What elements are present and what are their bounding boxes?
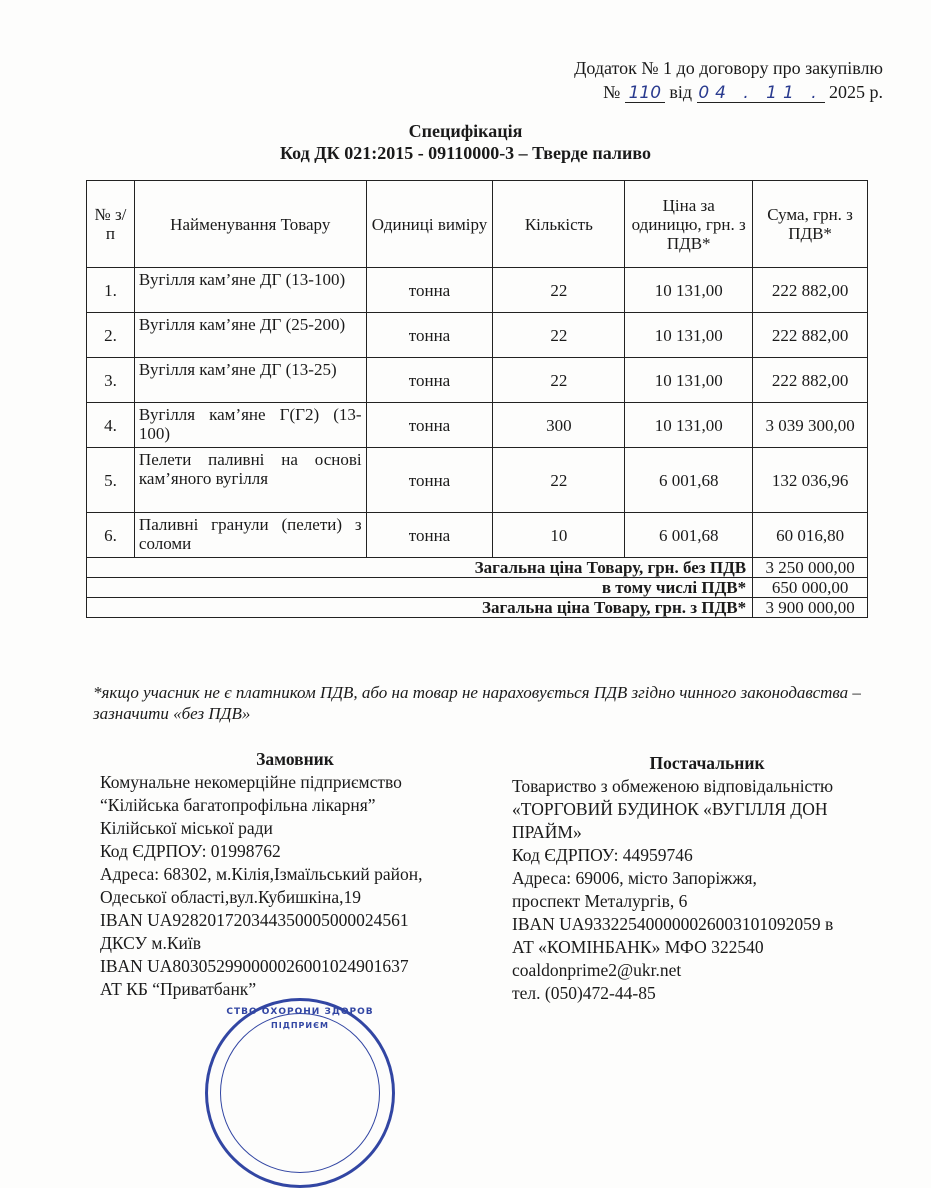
title-line-1: Специфікація (408, 121, 523, 141)
supplier-line: «ТОРГОВИЙ БУДИНОК «ВУГІЛЛЯ ДОН (512, 799, 828, 819)
row-quantity: 10 (493, 513, 625, 558)
row-sum: 132 036,96 (753, 448, 868, 513)
row-unit: тонна (366, 448, 493, 513)
row-quantity: 22 (493, 313, 625, 358)
header-number: № з/п (87, 181, 135, 268)
supplier-heading: Постачальник (649, 753, 765, 773)
row-price: 10 131,00 (625, 358, 753, 403)
total-label: Загальна ціна Товару, грн. без ПДВ (87, 558, 753, 578)
total-with-vat-label: Загальна ціна Товару, грн. з ПДВ* (87, 598, 753, 618)
customer-edrpou: Код ЄДРПОУ: 01998762 (100, 841, 281, 861)
row-name: Вугілля кам’яне Г(Г2) (13-100) (134, 403, 366, 448)
row-sum: 222 882,00 (753, 313, 868, 358)
supplier-address: Адреса: 69006, місто Запоріжжя, (512, 868, 757, 888)
header-quantity: Кількість (493, 181, 625, 268)
table-row (87, 403, 868, 448)
number-sign: № (603, 82, 621, 102)
table-row (87, 358, 868, 403)
row-sum: 3 039 300,00 (753, 403, 868, 448)
customer-iban: IBAN UA928201720344350005000024561 (100, 910, 409, 930)
stamp-outer-text: СТВО ОХОРОНИ ЗДОРОВ (226, 1007, 374, 1017)
row-unit: тонна (366, 513, 493, 558)
customer-heading: Замовник (256, 749, 334, 769)
from-label: від (669, 82, 692, 102)
supplier-address: проспект Металургів, 6 (512, 891, 688, 911)
supplier-iban: IBAN UA933225400000026003101092059 в (512, 914, 834, 934)
customer-line: Кілійської міської ради (100, 818, 273, 838)
contract-year: 2025 р. (829, 82, 883, 102)
customer-bank: ДКСУ м.Київ (100, 933, 201, 953)
row-price: 6 001,68 (625, 513, 753, 558)
supplier-line: ПРАЙМ» (512, 822, 582, 842)
row-name: Вугілля кам’яне ДГ (13-25) (134, 358, 366, 403)
row-price: 10 131,00 (625, 268, 753, 313)
total-row-with-vat (87, 598, 868, 618)
customer-address: Адреса: 68302, м.Кілія,Ізмаїльський район, (100, 864, 423, 884)
row-name: Паливні гранули (пелети) з соломи (134, 513, 366, 558)
supplier-edrpou: Код ЄДРПОУ: 44959746 (512, 845, 693, 865)
row-number: 3. (87, 358, 135, 403)
annex-title: Додаток № 1 до договору про закупівлю (574, 58, 883, 78)
total-value: 3 250 000,00 (753, 558, 868, 578)
title-line-2: Код ДК 021:2015 - 09110000-3 – Тверде паливо (280, 143, 651, 163)
row-sum: 222 882,00 (753, 358, 868, 403)
supplier-block (512, 752, 902, 1005)
row-number: 6. (87, 513, 135, 558)
row-quantity: 22 (493, 268, 625, 313)
customer-line: Комунальне некомерційне підприємство (100, 772, 402, 792)
header-name: Найменування Товару (134, 181, 366, 268)
row-quantity: 22 (493, 358, 625, 403)
row-name: Вугілля кам’яне ДГ (25-200) (134, 313, 366, 358)
row-unit: тонна (366, 358, 493, 403)
vat-value: 650 000,00 (753, 578, 868, 598)
row-unit: тонна (366, 313, 493, 358)
stamp-inner-text: ПІДПРИЄМ (271, 1021, 329, 1030)
row-number: 4. (87, 403, 135, 448)
row-number: 2. (87, 313, 135, 358)
total-row-without-vat (87, 558, 868, 578)
row-sum: 60 016,80 (753, 513, 868, 558)
customer-block (100, 748, 490, 1001)
annex-header (574, 56, 883, 104)
header-sum: Сума, грн. з ПДВ* (753, 181, 868, 268)
stamp-inner-ring (220, 1013, 380, 1173)
row-name: Пелети паливні на основі кам’яного вугілля (134, 448, 366, 513)
row-number: 1. (87, 268, 135, 313)
supplier-bank: АТ «КОМІНБАНК» МФО 322540 (512, 937, 764, 957)
supplier-phone: тел. (050)472-44-85 (512, 983, 656, 1003)
row-quantity: 22 (493, 448, 625, 513)
specification-title (0, 120, 931, 164)
row-quantity: 300 (493, 403, 625, 448)
vat-footnote: *якщо учасник не є платником ПДВ, або на товар не нараховується ПДВ згідно чинного законодавства – зазначити «без ПДВ» (93, 683, 861, 723)
specification-table (86, 180, 868, 618)
supplier-email: coaldonprime2@ukr.net (512, 960, 682, 980)
customer-address: Одеської області,вул.Кубишкіна,19 (100, 887, 361, 907)
row-price: 10 131,00 (625, 403, 753, 448)
table-row (87, 268, 868, 313)
row-name: Вугілля кам’яне ДГ (13-100) (134, 268, 366, 313)
contract-number-handwritten: 110 (625, 84, 665, 103)
row-number: 5. (87, 448, 135, 513)
customer-line: “Кілійська багатопрофільна лікарня” (100, 795, 376, 815)
total-row-vat (87, 578, 868, 598)
header-unit-price: Ціна за одиницю, грн. з ПДВ* (625, 181, 753, 268)
total-with-vat-value: 3 900 000,00 (753, 598, 868, 618)
supplier-line: Товариство з обмеженою відповідальністю (512, 776, 834, 796)
vat-label: в тому числі ПДВ* (87, 578, 753, 598)
table-row (87, 313, 868, 358)
row-price: 6 001,68 (625, 448, 753, 513)
annex-contract-line (574, 80, 883, 104)
table-row (87, 513, 868, 558)
row-sum: 222 882,00 (753, 268, 868, 313)
official-stamp (205, 998, 395, 1188)
row-unit: тонна (366, 403, 493, 448)
header-unit: Одиниці виміру (366, 181, 493, 268)
contract-date-handwritten: 04 . 11 . (698, 83, 823, 103)
row-unit: тонна (366, 268, 493, 313)
customer-iban: IBAN UA803052990000026001024901637 (100, 956, 409, 976)
row-price: 10 131,00 (625, 313, 753, 358)
table-header-row (87, 181, 868, 268)
customer-bank: АТ КБ “Приватбанк” (100, 979, 257, 999)
table-row (87, 448, 868, 513)
